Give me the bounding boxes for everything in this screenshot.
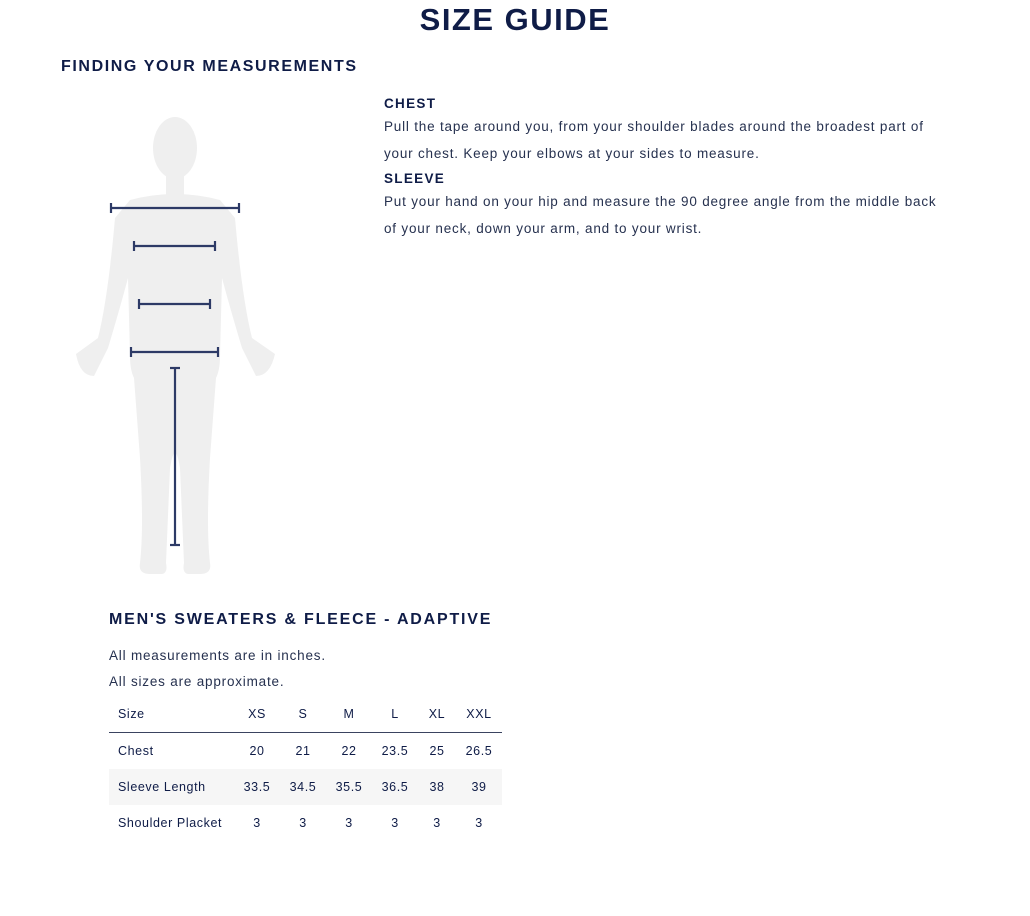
- sleeve-instruction: Put your hand on your hip and measure the 90 degree angle from the middle back of your neck, down your arm, and to your wrist.: [384, 194, 937, 236]
- table-row-shoulder-placket: [109, 805, 502, 841]
- table-cell: 3: [253, 816, 261, 830]
- size-table-title: MEN'S SWEATERS & FLEECE - ADAPTIVE: [109, 611, 493, 628]
- header-size-xs: XS: [234, 696, 280, 733]
- header-size-m: M: [326, 696, 372, 733]
- table-cell: 3: [433, 816, 441, 830]
- table-cell: 3: [475, 816, 483, 830]
- table-cell: 22: [341, 744, 357, 758]
- body-measurement-figure: [70, 108, 285, 580]
- table-cell: 3: [299, 816, 307, 830]
- table-cell: 26.5: [465, 744, 493, 758]
- table-cell: 3: [391, 816, 399, 830]
- table-cell: 39: [471, 780, 487, 794]
- size-chart-table: [109, 696, 502, 841]
- table-cell: 34.5: [289, 780, 317, 794]
- table-cell: 36.5: [381, 780, 409, 794]
- sleeve-heading: SLEEVE: [384, 171, 446, 186]
- table-cell: 20: [249, 744, 265, 758]
- chest-instruction: Pull the tape around you, from your shoulder blades around the broadest part of your chest. Keep your elbows at your sides to measure.: [384, 119, 924, 161]
- chest-heading: CHEST: [384, 96, 437, 111]
- table-row-chest: [109, 733, 502, 770]
- table-cell: 21: [295, 744, 311, 758]
- row-label: Sleeve Length: [118, 780, 206, 794]
- approximate-note: All sizes are approximate.: [109, 674, 285, 689]
- table-cell: 25: [429, 744, 445, 758]
- section-title: FINDING YOUR MEASUREMENTS: [61, 58, 358, 75]
- header-size-label: Size: [109, 696, 234, 733]
- header-size-xl: XL: [418, 696, 456, 733]
- row-label: Shoulder Placket: [118, 816, 223, 830]
- table-cell: 3: [345, 816, 353, 830]
- row-label: Chest: [118, 744, 154, 758]
- table-row-sleeve-length: [109, 769, 502, 805]
- table-header-row: [109, 696, 502, 733]
- table-cell: 33.5: [243, 780, 271, 794]
- measurement-unit-note: All measurements are in inches.: [109, 648, 326, 663]
- header-size-l: L: [372, 696, 418, 733]
- page-title: SIZE GUIDE: [419, 2, 611, 37]
- table-cell: 35.5: [335, 780, 363, 794]
- header-size-s: S: [280, 696, 326, 733]
- measurement-instructions: [384, 94, 944, 244]
- header-size-xxl: XXL: [456, 696, 502, 733]
- table-cell: 23.5: [381, 744, 409, 758]
- table-cell: 38: [429, 780, 445, 794]
